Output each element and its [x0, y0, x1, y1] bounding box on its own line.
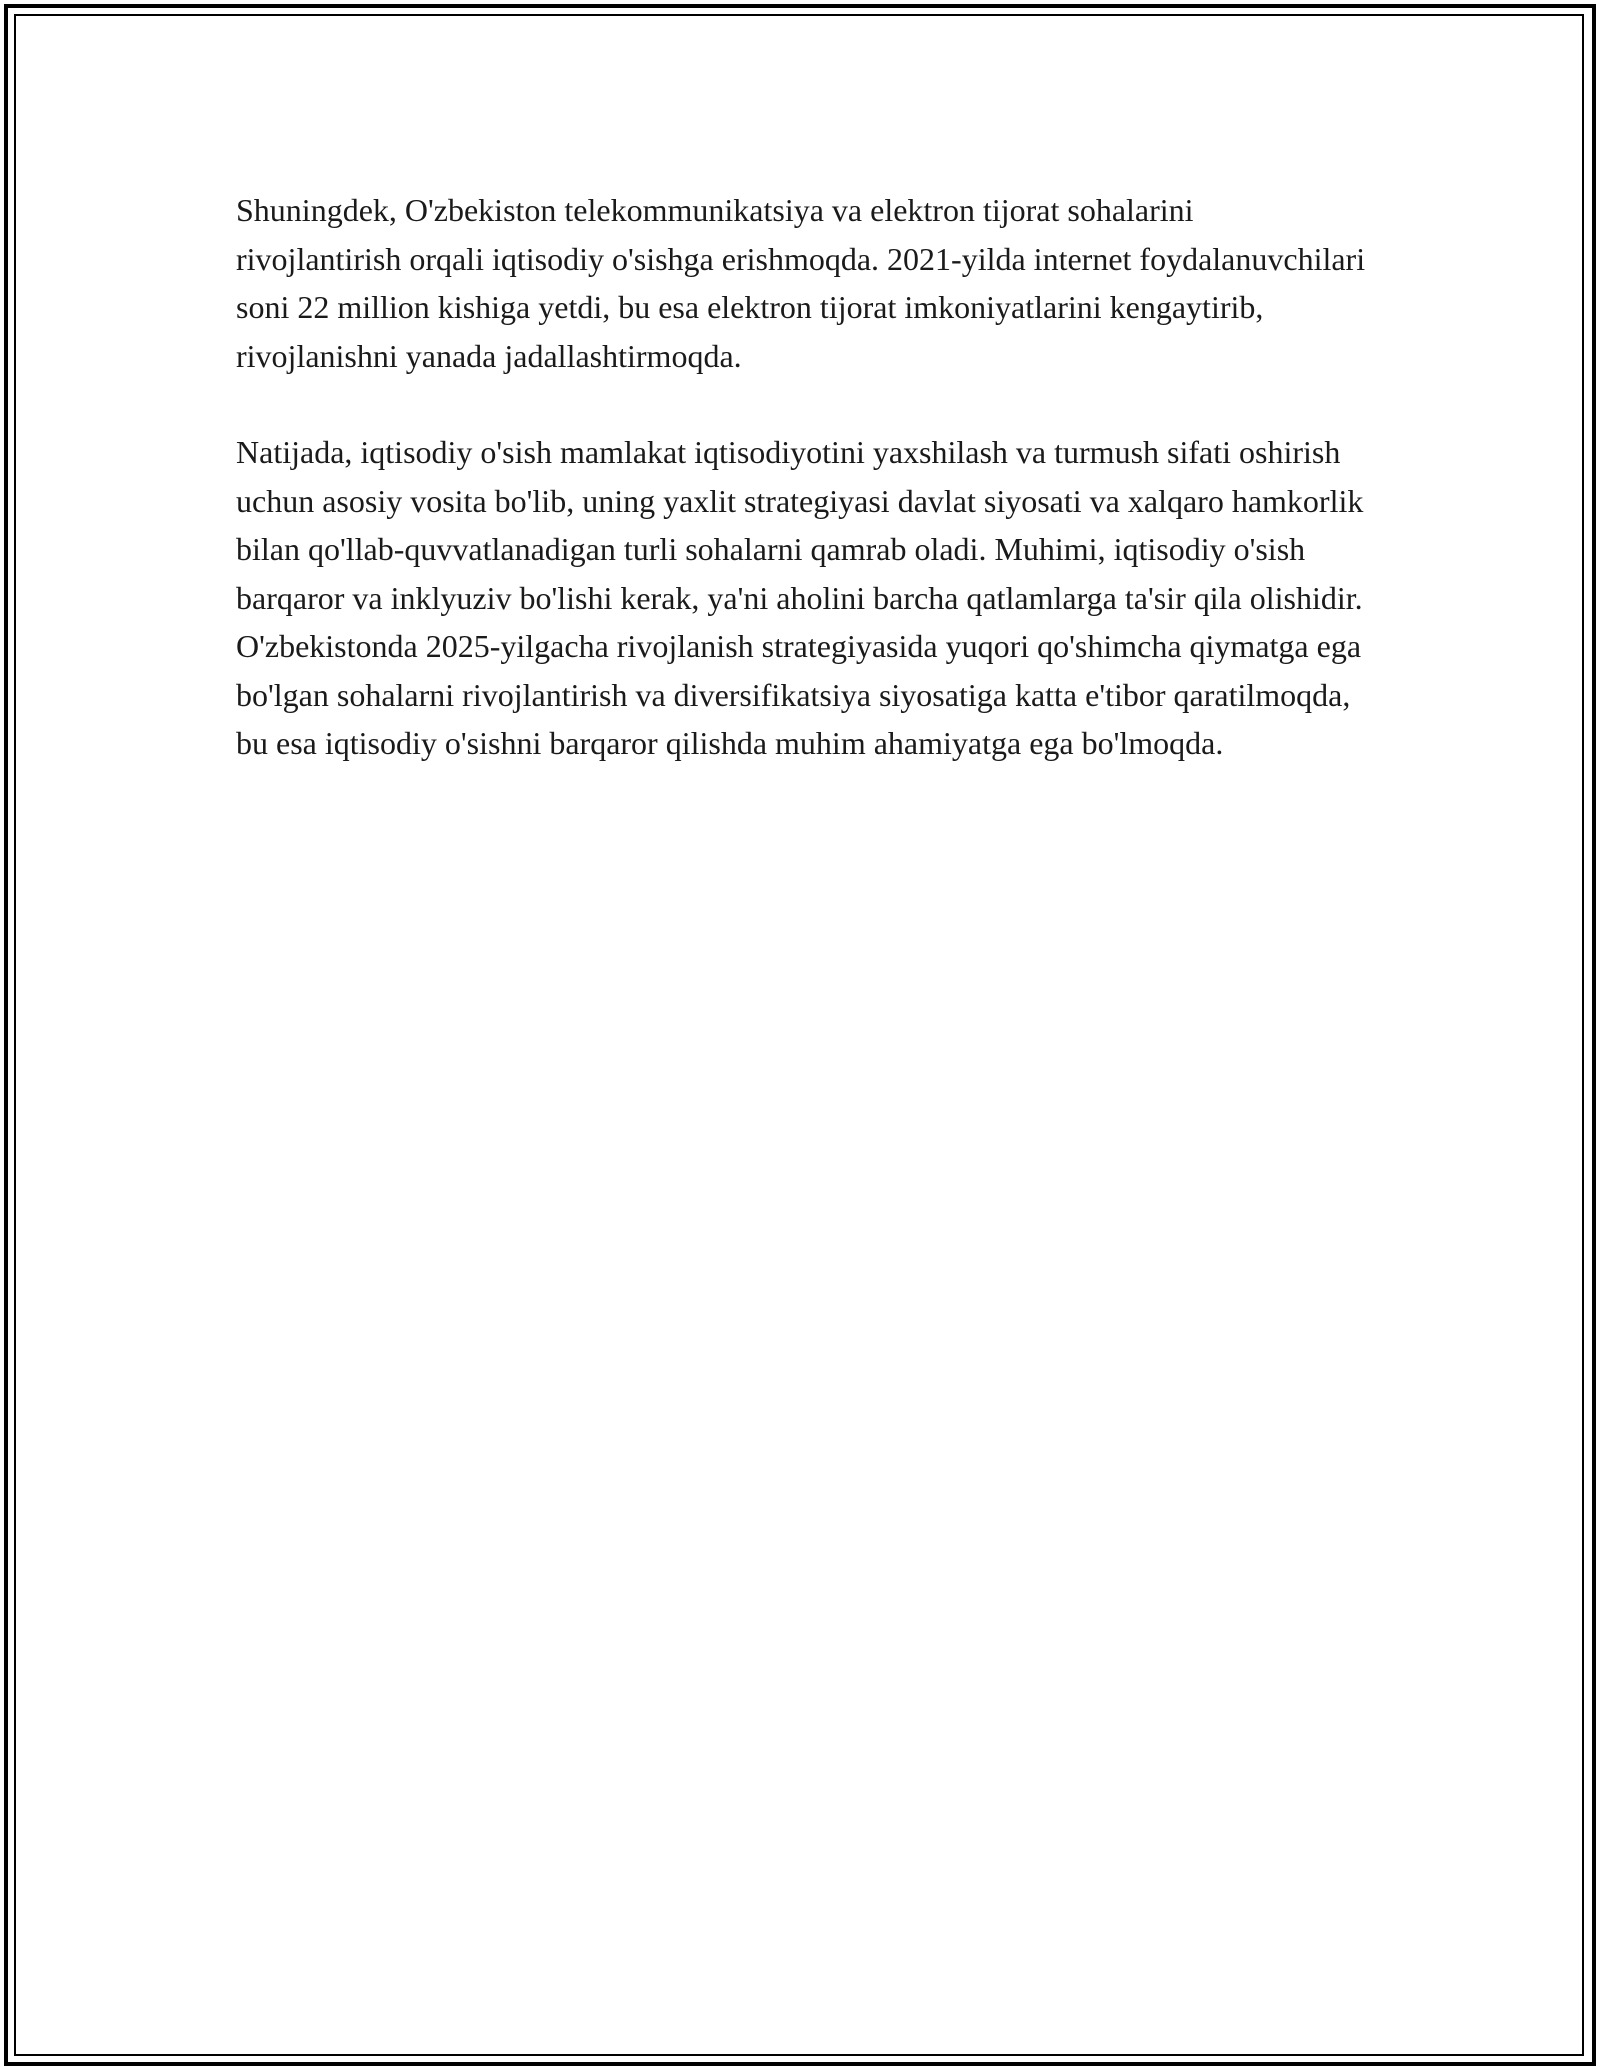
paragraph-2: Natijada, iqtisodiy o'sish mamlakat iqtisodiyotini yaxshilash va turmush sifati oshirish uchun asosiy vosita bo'lib, uning yaxlit strategiyasi davlat siyosati va xalqaro hamkorlik bilan qo'llab-quvvatlanadigan turli sohalarni qamrab oladi. Muhimi, iqtisodiy o'sish barqaror va inklyuziv bo'lishi kerak, ya'ni aholini barcha qatlamlarga ta'sir qila olishidir. O'zbekistonda 2025-yilgacha rivojlanish strategiyasida yuqori qo'shimcha qiymatga ega bo'lgan sohalarni rivojlantirish va diversifikatsiya siyosatiga katta e'tibor qaratilmoqda, bu esa iqtisodiy o'sishni barqaror qilishda muhim ahamiyatga ega bo'lmoqda. [236, 434, 1364, 761]
paragraph-1: Shuningdek, O'zbekiston telekommunikatsiya va elektron tijorat sohalarini rivojlantirish orqali iqtisodiy o'sishga erishmoqda. 2021-yilda internet foydalanuvchilari soni 22 million kishiga yetdi, bu esa elektron tijorat imkoniyatlarini kengaytirib, rivojlanishni yanada jadallashtirmoqda. [236, 192, 1366, 374]
document-body [236, 186, 1366, 768]
